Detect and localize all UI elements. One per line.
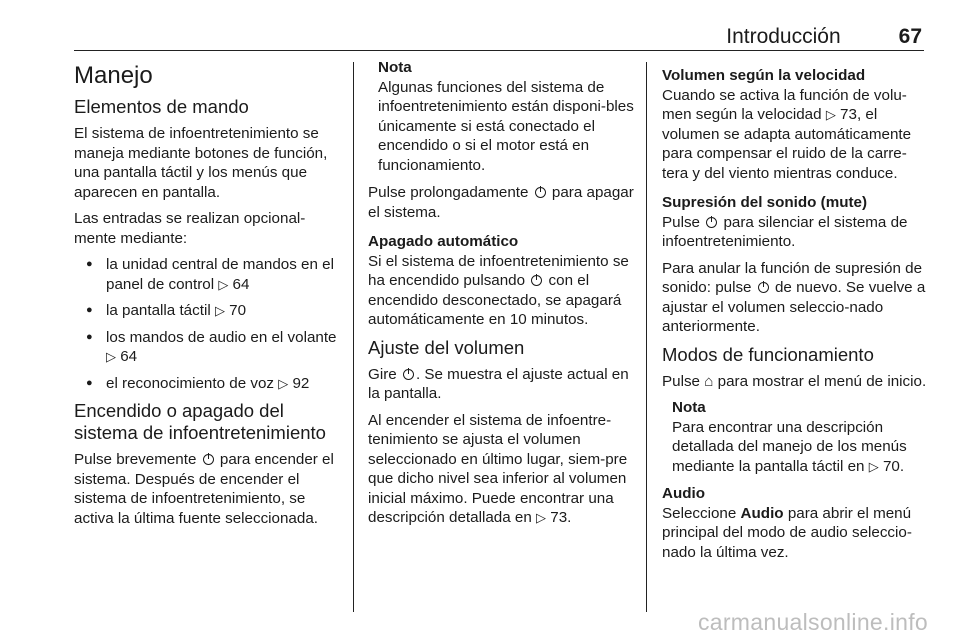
- column-divider-1: [353, 62, 354, 612]
- reference-arrow-icon: ▷: [106, 349, 116, 364]
- paragraph: El sistema de infoentretenimiento se maneja mediante botones de función, una pantalla táctil y los menús que aparecen en pantalla.: [74, 125, 328, 201]
- reference-arrow-icon: ▷: [218, 276, 229, 292]
- column-2: [368, 58, 638, 535]
- list-item: ● los mandos de audio en el volante ▷ 64: [74, 328, 346, 367]
- paragraph: Cuando se activa la función de volu-men según la velocidad ▷ 73, el volumen se adapta automáticamente para compensar el ruido de la carre-tera y del viento mientras conduce.: [662, 86, 912, 182]
- paragraph: Para anular la función de supresión de sonido: pulse de nuevo. Se vuelve a ajustar el volumen seleccio-nado anteriormente.: [662, 259, 926, 335]
- reference-arrow-icon: ▷: [825, 107, 836, 122]
- power-icon: [706, 217, 717, 228]
- column-1: [74, 58, 346, 535]
- subheading-apagado: Apagado automático: [368, 233, 519, 250]
- note-text: Algunas funciones del sistema de infoentretenimiento están disponi-bles únicamente si está conectado el encendido o si el motor está en funcionamiento.: [378, 78, 634, 174]
- subheading-elementos: Elementos de mando: [74, 96, 249, 117]
- power-icon: [531, 275, 542, 286]
- page-reference[interactable]: 64: [232, 275, 250, 293]
- note-title: Nota: [378, 59, 412, 76]
- header-rule: [74, 50, 924, 51]
- home-icon: ⌂: [704, 372, 714, 390]
- reference-arrow-icon: ▷: [536, 510, 547, 525]
- audio-label: Audio: [740, 504, 784, 522]
- list-item: ● el reconocimiento de voz ▷ 92: [74, 374, 346, 394]
- paragraph: Pulse ⌂ para mostrar el menú de inicio.: [662, 372, 927, 390]
- bullet-list: [74, 255, 346, 393]
- page-reference[interactable]: 64: [120, 348, 138, 365]
- page-number: 67: [898, 25, 922, 48]
- list-item: ● la unidad central de mandos en el panel de control ▷ 64: [74, 255, 346, 294]
- page-reference[interactable]: 73: [840, 106, 857, 123]
- subheading-volumen-velocidad: Volumen según la velocidad: [662, 67, 866, 84]
- subheading-encendido: Encendido o apagado del sistema de infoentretenimiento: [74, 400, 326, 443]
- note-box: [368, 58, 638, 175]
- page-header: [726, 25, 922, 49]
- paragraph: Seleccione Audio para abrir el menú principal del modo de audio seleccio-nado la última vez.: [662, 504, 912, 561]
- power-icon: [403, 369, 414, 380]
- page-reference[interactable]: 73.: [550, 509, 572, 526]
- reference-arrow-icon: ▷: [868, 458, 879, 474]
- note-box: [662, 398, 930, 476]
- reference-arrow-icon: ▷: [214, 303, 225, 318]
- list-item: ● la pantalla táctil ▷ 70: [74, 301, 346, 321]
- page-reference[interactable]: 70: [229, 302, 247, 319]
- page-reference[interactable]: 92: [292, 374, 310, 392]
- subheading-audio: Audio: [662, 485, 706, 502]
- section-title: Introducción: [726, 25, 841, 48]
- page-reference[interactable]: 70.: [882, 457, 905, 475]
- paragraph: Gire . Se muestra el ajuste actual en la pantalla.: [368, 365, 629, 402]
- column-divider-2: [646, 62, 647, 612]
- subheading-modos: Modos de funcionamiento: [662, 343, 874, 365]
- note-text: Para encontrar una descripción detallada del manejo de los menús mediante la pantalla táctil en ▷ 70.: [672, 418, 907, 475]
- paragraph: Si el sistema de infoentretenimiento se ha encendido pulsando con el encendido desconectado, se apagará automáticamente en 10 minutos.: [368, 252, 629, 328]
- watermark: carmanualsonline.info: [697, 609, 928, 635]
- power-icon: [203, 454, 214, 465]
- power-icon: [535, 187, 546, 198]
- paragraph: Las entradas se realizan opcional-mente mediante:: [74, 210, 306, 247]
- note-title: Nota: [672, 399, 706, 416]
- subheading-ajuste: Ajuste del volumen: [368, 336, 525, 358]
- power-icon: [758, 282, 769, 293]
- section-heading-manejo: Manejo: [74, 62, 153, 89]
- paragraph: Pulse prolongadamente para apagar el sistema.: [368, 184, 634, 221]
- paragraph: Pulse para silenciar el sistema de infoentretenimiento.: [662, 213, 908, 250]
- paragraph: Pulse brevemente para encender el sistema. Después de encender el sistema de infoentretenimiento, se activa la última fuente seleccionada.: [74, 451, 334, 527]
- reference-arrow-icon: ▷: [278, 375, 289, 391]
- subheading-mute: Supresión del sonido (mute): [662, 194, 868, 211]
- paragraph: Al encender el sistema de infoentre-tenimiento se ajusta el volumen seleccionado en último lugar, siem-pre que dicho nivel sea inferior al volumen inicial máximo. Puede encontrar una descripción detallada en ▷ 73.: [368, 411, 628, 526]
- column-3: [662, 58, 930, 569]
